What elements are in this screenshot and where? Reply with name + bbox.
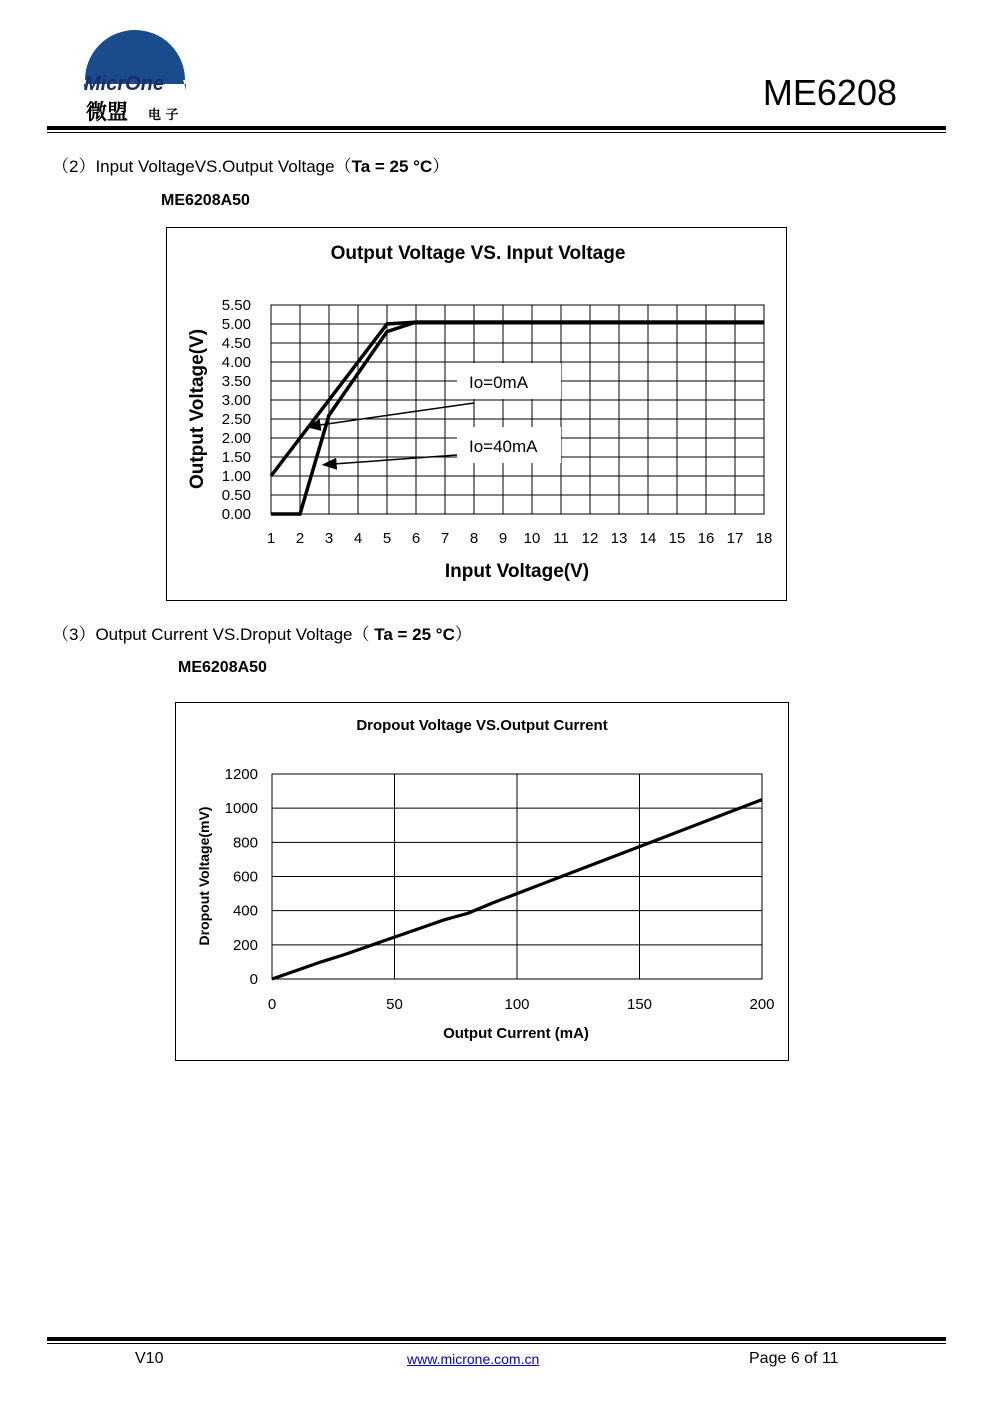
chart1-x-tick-label: 8: [469, 530, 479, 547]
chart2-y-tick-label: 1000: [224, 800, 258, 818]
chart2-y-tick-label: 400: [232, 902, 258, 920]
chart1-x-tick-label: 18: [755, 530, 773, 547]
chart1-x-tick-label: 14: [639, 530, 657, 547]
logo-brand-text: MicrOne: [84, 73, 165, 95]
chart1-x-tick-label: 9: [498, 530, 508, 547]
chart1-y-tick-label: 4.00: [221, 354, 251, 371]
footer-rule-thin: [47, 1343, 946, 1344]
logo-chinese-text: 微盟: [86, 100, 128, 124]
section2-heading-condition: Ta = 25 °C: [351, 157, 433, 176]
section2-heading-suffix: ）: [432, 157, 450, 176]
chart1-y-tick-label: 5.50: [221, 297, 251, 314]
header-rule-thin: [47, 132, 946, 133]
chart1-x-tick-label: 15: [668, 530, 686, 547]
footer-version: V10: [135, 1350, 164, 1367]
model-number: ME6208: [762, 72, 897, 113]
section2-heading: [52, 152, 449, 177]
chart1-y-tick-label: 0.00: [221, 506, 251, 523]
chart1-y-axis-label: Output Voltage(V): [187, 328, 208, 490]
section3-heading-suffix: ）: [454, 625, 472, 644]
chart1-y-tick-label: 3.50: [221, 373, 251, 390]
chart1-x-tick-label: 1: [266, 530, 276, 547]
chart1-x-tick-label: 5: [382, 530, 392, 547]
chart2-y-tick-label: 0: [249, 971, 258, 988]
footer-rule-thick: [47, 1337, 946, 1341]
chart-vout-vs-vin: [166, 227, 788, 602]
chart1-y-tick-label: 2.50: [221, 411, 251, 428]
chart2-title: Dropout Voltage VS.Output Current: [356, 717, 608, 734]
chart1-x-tick-label: 3: [324, 530, 334, 547]
chart2-x-tick-label: 100: [504, 996, 530, 1013]
chart-dropout-vs-current: [175, 702, 790, 1062]
section2-part-number: ME6208A50: [161, 192, 250, 209]
chart2-x-tick-label: 200: [749, 996, 775, 1013]
chart1-annotation-label: Io=40mA: [469, 437, 538, 456]
company-logo: [78, 28, 190, 124]
chart1-x-tick-label: 17: [726, 530, 744, 547]
chart2-y-tick-label: 600: [232, 868, 258, 886]
chart1-y-tick-label: 2.00: [221, 430, 251, 447]
footer-url-wrap: [407, 1351, 539, 1369]
chart2-x-axis-label: Output Current (mA): [443, 1025, 589, 1042]
footer-page-number: Page 6 of 11: [749, 1350, 839, 1367]
chart1-y-tick-label: 1.50: [221, 449, 251, 466]
chart1-x-tick-label: 16: [697, 530, 715, 547]
chart2-x-tick-label: 50: [386, 996, 403, 1013]
header-rule-thick: [47, 126, 946, 130]
chart1-x-tick-label: 11: [553, 530, 569, 547]
section2-heading-prefix: （2）Input VoltageVS.Output Voltage（: [52, 157, 352, 176]
chart1-x-tick-label: 4: [353, 530, 363, 547]
chart1-x-axis-label: Input Voltage(V): [444, 561, 590, 582]
chart1-x-tick-label: 13: [610, 530, 628, 547]
chart1-y-tick-label: 3.00: [221, 392, 251, 409]
chart1-annotation-label: Io=0mA: [469, 373, 529, 392]
chart1-x-tick-label: 10: [523, 530, 541, 547]
chart2-y-tick-label: 200: [232, 936, 258, 954]
chart2-x-tick-label: 150: [626, 996, 653, 1013]
chart1-x-tick-label: 7: [440, 530, 450, 547]
chart1-y-tick-label: 0.50: [221, 487, 251, 504]
logo-chinese-subtext: 电 子: [148, 108, 179, 123]
section3-heading-prefix: （3）Output Current VS.Droput Voltage（: [52, 625, 375, 644]
section3-part-number: ME6208A50: [178, 659, 267, 676]
chart1-y-tick-label: 1.00: [221, 468, 251, 485]
chart1-title: Output Voltage VS. Input Voltage: [330, 243, 626, 264]
chart2-y-tick-label: 800: [232, 834, 258, 852]
chart1-y-tick-label: 5.00: [221, 316, 251, 333]
section3-heading: [52, 620, 472, 645]
chart2-x-tick-label: 0: [267, 996, 277, 1013]
chart1-y-tick-label: 4.50: [221, 335, 251, 352]
chart2-y-tick-label: 1200: [224, 766, 258, 783]
chart1-x-tick-label: 6: [411, 530, 421, 547]
chart1-x-tick-label: 12: [581, 530, 599, 547]
chart2-y-axis-label: Dropout Voltage(mV): [196, 806, 212, 946]
footer-url-link[interactable]: www.microne.com.cn: [407, 1351, 540, 1367]
section3-heading-condition: Ta = 25 °C: [374, 625, 455, 644]
chart1-x-tick-label: 2: [295, 530, 305, 547]
